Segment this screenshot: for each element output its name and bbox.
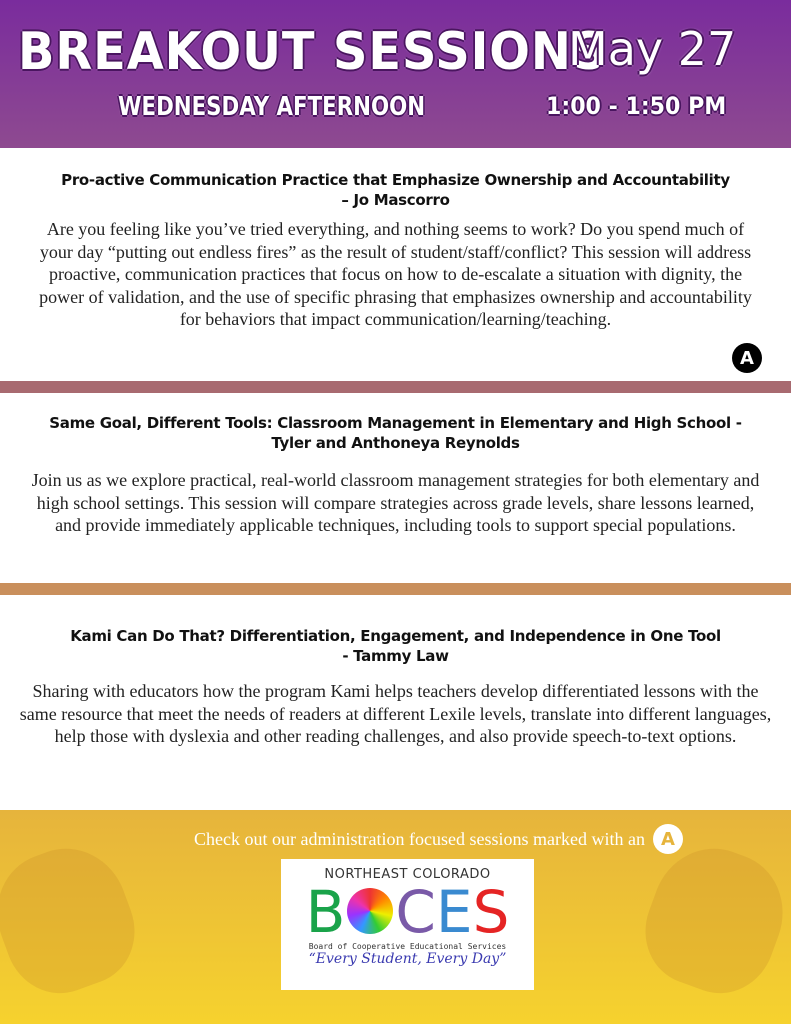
page-title: BREAKOUT SESSIONS	[18, 22, 608, 82]
handprints-icon	[347, 888, 393, 934]
time-label: 1:00 - 1:50 PM	[546, 92, 727, 120]
logo-subtitle: Board of Cooperative Educational Services	[308, 942, 507, 951]
logo-wordmark	[281, 878, 534, 946]
session-description: Join us as we explore practical, real-world classroom management strategies for both elementary and high school settings. This session will compare strategies across grade levels, share lessons learned, and provide immediately applicable techniques, including tools to support special populations.	[31, 470, 760, 535]
boces-logo	[281, 859, 534, 990]
logo-b: B	[305, 878, 346, 946]
admin-badge: A	[732, 343, 762, 373]
logo-s: S	[472, 878, 510, 946]
session-title: Pro-active Communication Practice that Emphasize Ownership and Accountability	[61, 171, 730, 189]
session-presenter: Tyler and Anthoneya Reynolds	[271, 434, 520, 452]
session-description: Sharing with educators how the program Kami helps teachers develop differentiated lessons with the same resource that meet the needs of readers at different Lexile levels, translate into different languages, help those with dyslexia and other reading challenges, and also provide speech-to-text options.	[19, 681, 772, 746]
divider	[0, 381, 791, 393]
handprint-decoration	[0, 832, 150, 1008]
session-3	[0, 626, 791, 748]
logo-e: E	[435, 878, 473, 946]
session-presenter: – Jo Mascorro	[341, 191, 450, 209]
event-date: May 27	[568, 22, 737, 76]
logo-tagline: “Every Student, Every Day”	[308, 951, 507, 967]
admin-badge: A	[653, 824, 683, 854]
divider	[0, 583, 791, 595]
session-1	[0, 170, 791, 331]
footer	[0, 810, 791, 1024]
session-title: Kami Can Do That? Differentiation, Engagement, and Independence in One Tool	[70, 627, 721, 645]
session-title: Same Goal, Different Tools: Classroom Management in Elementary and High School -	[49, 414, 742, 432]
session-2	[0, 413, 791, 537]
admin-note-text: Check out our administration focused sessions marked with an	[194, 828, 645, 849]
admin-note	[0, 824, 791, 854]
session-description: Are you feeling like you’ve tried everything, and nothing seems to work? Do you spend much of your day “putting out endless fires” as the result of student/staff/conflict? This session will address proactive, communication practices that focus on how to de-escalate a situation with dignity, the power of validation, and the use of specific phrasing that emphasizes ownership and accountability for behaviors that impact communication/learning/teaching.	[39, 219, 752, 329]
handprint-decoration	[630, 832, 791, 1008]
logo-top-text: NORTHEAST COLORADO	[324, 867, 491, 882]
session-presenter: - Tammy Law	[342, 647, 449, 665]
logo-c: C	[395, 878, 436, 946]
day-label: WEDNESDAY AFTERNOON	[118, 92, 426, 122]
header-banner	[0, 0, 791, 148]
